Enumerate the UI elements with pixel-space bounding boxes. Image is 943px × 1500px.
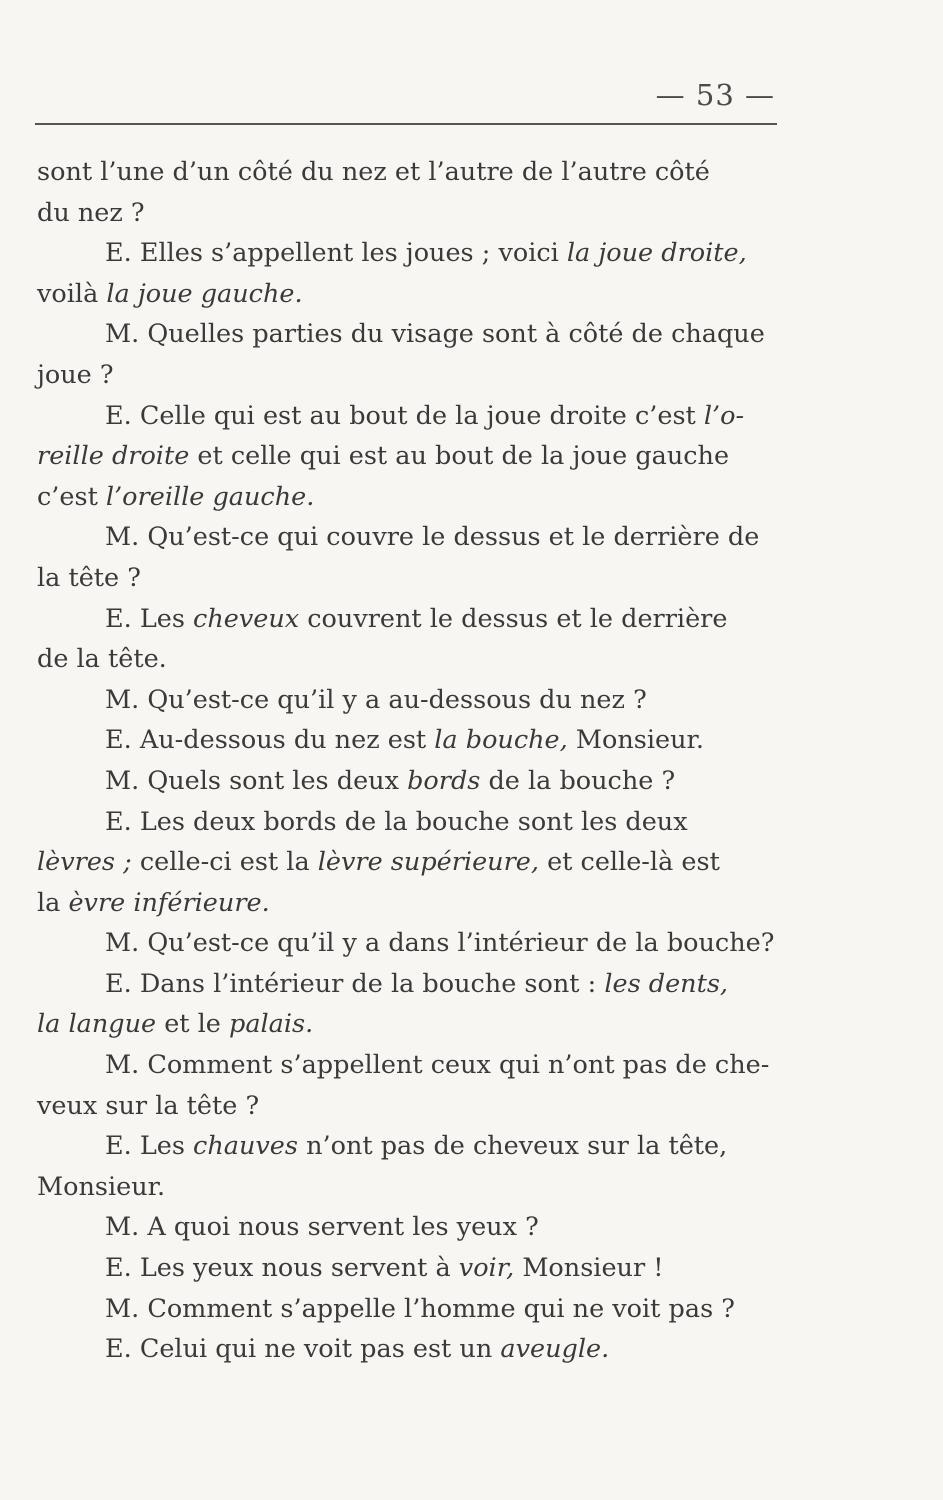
text-line [37, 396, 785, 437]
text-line [37, 1167, 785, 1208]
text-run: Monsieur. [37, 1171, 166, 1202]
italic-term: cheveux [193, 603, 300, 634]
text-run: la tête ? [37, 562, 141, 593]
text-run: E. Au-dessous du nez est [105, 725, 435, 756]
text-line [37, 1289, 785, 1330]
text-run: E. Les deux bords de la bouche sont les deux [105, 806, 688, 837]
text-run: E. Elles s’appellent les joues ; voici [105, 238, 567, 269]
text-line [37, 883, 785, 924]
text-line [37, 1045, 785, 1086]
italic-term: aveugle. [500, 1334, 610, 1365]
italic-term: la langue [37, 1009, 157, 1040]
text-line [37, 314, 785, 355]
text-run: E. Dans l’intérieur de la bouche sont : [105, 968, 605, 999]
text-line [37, 639, 785, 680]
header-rule [35, 123, 777, 125]
italic-term: les dents, [604, 968, 729, 999]
text-run: M. A quoi nous servent les yeux ? [105, 1212, 539, 1243]
text-run: E. Les [105, 1131, 194, 1162]
text-line [37, 193, 785, 234]
text-run: joue ? [37, 359, 114, 390]
text-line [37, 274, 785, 315]
text-line [37, 599, 785, 640]
text-run: n’ont pas de cheveux sur la tête, [297, 1131, 728, 1162]
text-line [37, 1248, 785, 1289]
italic-term: l’oreille gauche. [105, 481, 315, 512]
text-line [37, 680, 785, 721]
text-line [37, 720, 785, 761]
text-run: couvrent le dessus et le derrière [299, 603, 728, 634]
text-run: voilà [37, 278, 107, 309]
text-line [37, 1086, 785, 1127]
italic-term: palais. [229, 1009, 314, 1040]
italic-term: lèvres ; [37, 847, 132, 878]
text-line [37, 923, 785, 964]
text-run: M. Qu’est-ce qu’il y a au-dessous du nez ? [105, 684, 647, 715]
text-run: M. Qu’est-ce qui couvre le dessus et le derrière de [105, 522, 760, 553]
italic-term: èvre inférieure. [68, 887, 270, 918]
italic-term: voir, [458, 1253, 515, 1284]
page-body [37, 152, 785, 1370]
text-run: E. Celle qui est au bout de la joue droite c’est [105, 400, 704, 431]
italic-term: lèvre supérieure, [317, 847, 539, 878]
text-run: la [37, 887, 69, 918]
text-line [37, 1004, 785, 1045]
text-run: M. Quels sont les deux [105, 765, 408, 796]
text-run: et celle qui est au bout de la joue gauche [189, 441, 730, 472]
text-run: veux sur la tête ? [37, 1090, 260, 1121]
text-run: et le [156, 1009, 229, 1040]
text-line [37, 802, 785, 843]
italic-term: bords [407, 765, 481, 796]
text-run: E. Les [105, 603, 194, 634]
text-run: c’est [37, 481, 106, 512]
italic-term: reille droite [37, 441, 190, 472]
text-run: celle-ci est la [131, 847, 318, 878]
text-run: sont l’une d’un côté du nez et l’autre de l’autre côté [37, 157, 710, 187]
text-run: et celle-là est [538, 847, 720, 878]
text-run: M. Comment s’appelle l’homme qui ne voit pas ? [105, 1293, 735, 1324]
text-line [37, 233, 785, 274]
text-line [37, 1329, 785, 1370]
text-run: de la tête. [37, 644, 167, 675]
italic-term: la joue gauche. [106, 278, 303, 309]
text-line [37, 964, 785, 1005]
text-line [37, 1207, 785, 1248]
page-number: — 53 — [655, 78, 775, 112]
text-run: du nez ? [37, 197, 145, 228]
italic-term: chauves [193, 1131, 298, 1162]
text-line [37, 842, 785, 883]
italic-term: l’o- [703, 400, 745, 431]
text-line [37, 761, 785, 802]
italic-term: la bouche, [434, 725, 568, 756]
text-run: M. Comment s’appellent ceux qui n’ont pas de che- [105, 1050, 770, 1081]
text-run: E. Les yeux nous servent à [105, 1253, 459, 1284]
text-line [37, 1126, 785, 1167]
text-run: M. Quelles parties du visage sont à côté de chaque [105, 319, 765, 350]
text-run: de la bouche ? [480, 765, 676, 796]
text-line [37, 558, 785, 599]
text-line [37, 436, 785, 477]
text-line [37, 152, 785, 193]
text-line [37, 517, 785, 558]
text-run: Monsieur ! [514, 1253, 664, 1284]
italic-term: la joue droite, [566, 238, 747, 269]
text-run: M. Qu’est-ce qu’il y a dans l’intérieur de la bouche? [105, 928, 775, 959]
text-run: E. Celui qui ne voit pas est un [105, 1334, 501, 1365]
text-line [37, 477, 785, 518]
text-run: Monsieur. [567, 725, 704, 756]
text-line [37, 355, 785, 396]
